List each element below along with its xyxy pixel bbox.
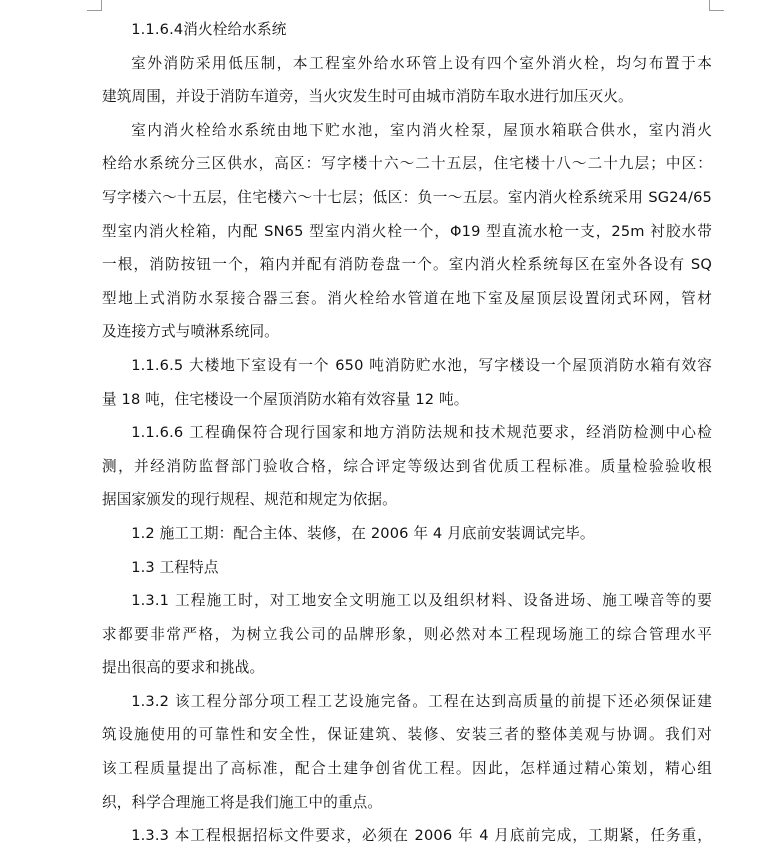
text-line: 1.1.6.6 工程确保符合现行国家和地方消防法规和技术规范要求，经消防检测中心检	[131, 424, 712, 442]
text-line: 室外消防采用低压制，本工程室外给水环管上设有四个室外消火栓，均匀布置于本	[131, 54, 712, 72]
text-line: 求都要非常严格，为树立我公司的品牌形象，则必然对本工程现场施工的综合管理水平	[102, 625, 712, 643]
document-body	[102, 13, 712, 853]
paragraph-1-3-1	[102, 584, 712, 685]
page-corner-mark-right	[709, 0, 724, 11]
heading-1-1-6-4	[102, 13, 712, 47]
text-line: 室内消火栓给水系统由地下贮水池，室内消火栓泵，屋顶水箱联合供水，室内消火	[131, 121, 712, 139]
paragraph-1-3-2	[102, 685, 712, 819]
paragraph-1-1-6-6	[102, 416, 712, 517]
text-line: 1.1.6.4消火栓给水系统	[131, 21, 287, 38]
text-line: 型室内消火栓箱，内配 SN65 型室内消火栓一个，Φ19 型直流水枪一支，25m 衬胶水带	[102, 222, 712, 240]
paragraph-1-2-schedule	[102, 517, 712, 551]
text-line: 1.2 施工工期：配合主体、装修，在 2006 年 4 月底前安装调试完毕。	[131, 524, 595, 542]
page-corner-mark-left	[87, 0, 102, 11]
text-line: 型地上式消防水泵接合器三套。消火栓给水管道在地下室及屋顶层设置闭式环网，管材	[102, 289, 712, 307]
paragraph-1-1-6-5	[102, 349, 712, 416]
text-line: 提出很高的要求和挑战。	[102, 659, 265, 677]
text-line: 栓给水系统分三区供水，高区：写字楼十六～二十五层，住宅楼十八～二十九层；中区：	[102, 155, 712, 173]
text-line: 该工程质量提出了高标准，配合土建争创省优工程。因此，怎样通过精心策划，精心组	[102, 760, 712, 778]
text-line: 据国家颁发的现行规程、规范和规定为依据。	[102, 491, 397, 509]
text-line: 建筑周围，并设于消防车道旁，当火灾发生时可由城市消防车取水进行加压灭火。	[102, 88, 633, 106]
text-line: 测，并经消防监督部门验收合格，综合评定等级达到省优质工程标准。质量检验验收根	[102, 457, 712, 475]
text-line: 1.3.2 该工程分部分项工程工艺设施完备。工程在达到高质量的前提下还必须保证建	[131, 692, 712, 710]
text-line: 1.3.3 本工程根据招标文件要求，必须在 2006 年 4 月底前完成，工期紧，任务重，	[131, 827, 712, 845]
paragraph-outdoor-hydrant	[102, 47, 712, 114]
text-line: 一根，消防按钮一个，箱内并配有消防卷盘一个。室内消火栓系统每区在室外各设有 SQ	[102, 256, 712, 274]
text-line: 1.3 工程特点	[131, 558, 219, 576]
text-line: 量 18 吨，住宅楼设一个屋顶消防水箱有效容量 12 吨。	[102, 390, 469, 408]
heading-1-3	[102, 551, 712, 585]
text-line: 及连接方式与喷淋系统同。	[102, 323, 279, 341]
text-line: 1.1.6.5 大楼地下室设有一个 650 吨消防贮水池，写字楼设一个屋顶消防水箱有效容	[131, 356, 712, 374]
text-line: 写字楼六～十五层，住宅楼六～十七层；低区：负一～五层。室内消火栓系统采用 SG24/65	[102, 188, 712, 206]
paragraph-indoor-hydrant	[102, 114, 712, 349]
text-line: 织，科学合理施工将是我们施工中的重点。	[102, 793, 383, 811]
text-line: 1.3.1 工程施工时，对工地安全文明施工以及组织材料、设备进场、施工噪音等的要	[131, 592, 712, 610]
text-line: 筑设施使用的可靠性和安全性，保证建筑、装修、安装三者的整体美观与协调。我们对	[102, 726, 712, 744]
